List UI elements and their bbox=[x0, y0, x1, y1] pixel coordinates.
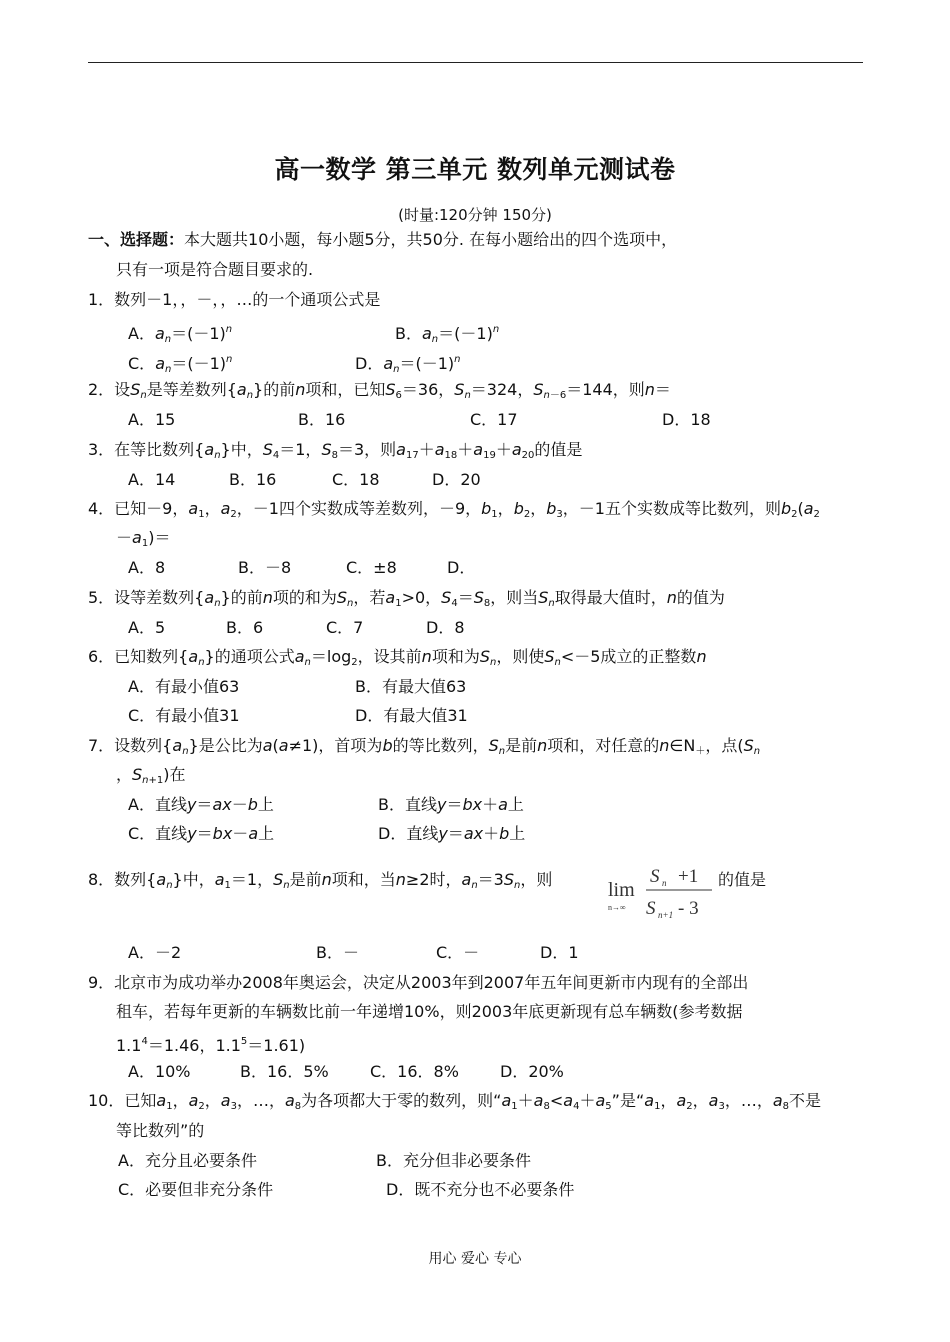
question-8-tail: 的值是 bbox=[718, 870, 767, 889]
q6-option-c: C．有最小值31 bbox=[128, 706, 240, 725]
fraction-denominator-sub: n+1 bbox=[658, 910, 674, 920]
q1-option-b: B．$a_n=(-1)^n$ bbox=[395, 324, 500, 345]
question-4-stem-cont: $-a_1)=$ bbox=[116, 528, 171, 549]
page-title: 高一数学 第三单元 数列单元测试卷 bbox=[274, 155, 676, 184]
question-8-stem: 8．数列$\{a_n\}$中，$a_1=1$，$S_n$是前n项和，当n≥2时，$a_n=3S_n$，则 bbox=[88, 870, 553, 891]
section-heading: 一、选择题：本大题共10小题，每小题5分，共50分. 在每小题给出的四个选项中， bbox=[88, 230, 678, 249]
q3-option-d: D．20 bbox=[432, 470, 481, 489]
fraction-numerator-s: S bbox=[650, 866, 660, 887]
q1-option-c: C．$a_n=(-1)^n$ bbox=[128, 354, 233, 375]
q4-option-b: B．－8 bbox=[238, 558, 292, 577]
q5-option-a: A．5 bbox=[128, 618, 166, 637]
q4-option-d: D． bbox=[447, 558, 476, 577]
q7-option-a: A．直线y＝ax－b上 bbox=[128, 795, 274, 814]
question-2-stem: 2．设$S_n$是等差数列$\{a_n\}$的前n项和，已知$S_6=36$，$S_n=324$，$S_{n-6}=144$，则n＝ bbox=[88, 380, 671, 401]
question-5-stem: 5．设等差数列$\{a_n\}$的前n项的和为$S_n$，若$a_1>0$，$S_4=S_8$，则当$S_n$取得最大值时，n的值为 bbox=[88, 588, 725, 609]
q6-option-d: D．有最大值31 bbox=[355, 706, 468, 725]
q2-option-a: A．15 bbox=[128, 410, 176, 429]
q9-option-a: A．10% bbox=[128, 1062, 191, 1081]
q10-option-d: D．既不充分也不必要条件 bbox=[386, 1180, 575, 1199]
q8-option-b: B．－ bbox=[316, 943, 359, 962]
q6-option-b: B．有最大值63 bbox=[355, 677, 467, 696]
q1-option-a: A．$a_n=(-1)^n$ bbox=[128, 324, 233, 345]
fraction-denominator-s: S bbox=[646, 898, 656, 919]
q5-option-d: D．8 bbox=[426, 618, 465, 637]
q6-option-a: A．有最小值63 bbox=[128, 677, 240, 696]
q9-option-b: B．16．5% bbox=[240, 1062, 329, 1081]
q4-option-c: C．±8 bbox=[346, 558, 397, 577]
question-7-stem-cont: ，$S_{n+1}$)在 bbox=[116, 765, 186, 786]
question-4-stem: 4．已知－9，$a_1$，$a_2$，－1四个实数成等差数列，－9，$b_1$，$b_2$，$b_3$，－1五个实数成等比数列，则$b_2(a_2$ bbox=[88, 499, 820, 520]
q5-option-b: B．6 bbox=[226, 618, 264, 637]
q7-option-b: B．直线y＝bx＋a上 bbox=[378, 795, 524, 814]
q2-option-d: D．18 bbox=[662, 410, 711, 429]
q8-option-d: D．1 bbox=[540, 943, 579, 962]
q7-option-d: D．直线y＝ax＋b上 bbox=[378, 824, 526, 843]
question-9-stem: 9．北京市为成功举办2008年奥运会，决定从2003年到2007年五年间更新市内现有的全部出 bbox=[88, 973, 749, 992]
q8-option-c: C．－ bbox=[436, 943, 480, 962]
q3-option-c: C．18 bbox=[332, 470, 380, 489]
q2-option-c: C．17 bbox=[470, 410, 518, 429]
question-1-stem: 1．数列－1，，－，，…的一个通项公式是 bbox=[88, 290, 381, 309]
question-10-stem-cont: 等比数列”的 bbox=[116, 1121, 205, 1140]
question-6-stem: 6．已知数列$\{a_n\}$的通项公式$a_n=\log_2$，设其前n项和为$S_n$，则使$S_n<-5$成立的正整数n bbox=[88, 647, 707, 668]
q2-option-b: B．16 bbox=[298, 410, 346, 429]
q8-option-a: A．－2 bbox=[128, 943, 182, 962]
fraction-numerator-sub: n bbox=[662, 878, 667, 888]
lim-subscript: n→∞ bbox=[608, 903, 626, 912]
q7-option-c: C．直线y＝bx－a上 bbox=[128, 824, 275, 843]
question-3-stem: 3．在等比数列$\{a_n\}$中，$S_4=1$，$S_8=3$，则$a_{17}+a_{18}+a_{19}+a_{20}$的值是 bbox=[88, 440, 583, 461]
fraction-numerator-plus: +1 bbox=[678, 866, 699, 887]
lim-symbol: lim bbox=[608, 879, 635, 901]
q1-option-d: D．$a_n=(-1)^n$ bbox=[355, 354, 461, 375]
q3-option-a: A．14 bbox=[128, 470, 176, 489]
page-footer: 用心 爱心 专心 bbox=[428, 1251, 522, 1267]
q10-option-c: C．必要但非充分条件 bbox=[118, 1180, 274, 1199]
q10-option-b: B．充分但非必要条件 bbox=[376, 1151, 531, 1170]
question-9-stem-3: $1.1^4=1.46$，$1.1^5=1.61$) bbox=[116, 1036, 306, 1055]
question-10-stem: 10．已知$a_1$，$a_2$，$a_3$，…，$a_8$为各项都大于零的数列，则“$a_1+a_8<a_4+a_5$”是“$a_1$，$a_2$，$a_3$，…，$a_8$不是 bbox=[88, 1091, 822, 1112]
fraction-denominator-minus: - 3 bbox=[678, 898, 699, 919]
q10-option-a: A．充分且必要条件 bbox=[118, 1151, 257, 1170]
page-subtitle: (时量:120分钟 150分) bbox=[398, 206, 552, 224]
q9-option-d: D．20% bbox=[500, 1062, 564, 1081]
limit-formula bbox=[606, 862, 714, 924]
question-7-stem: 7．设数列$\{a_n\}$是公比为a(a≠1)，首项为b的等比数列，$S_n$是前n项和，对任意的$n\in N_+$，点($S_n$ bbox=[88, 736, 761, 757]
section-heading-cont: 只有一项是符合题目要求的. bbox=[116, 260, 314, 279]
q4-option-a: A．8 bbox=[128, 558, 166, 577]
q9-option-c: C．16．8% bbox=[370, 1062, 459, 1081]
q3-option-b: B．16 bbox=[229, 470, 277, 489]
header-rule bbox=[88, 62, 863, 63]
q5-option-c: C．7 bbox=[326, 618, 364, 637]
question-9-stem-2: 租车，若每年更新的车辆数比前一年递增10%，则2003年底更新现有总车辆数(参考数据 bbox=[116, 1002, 743, 1021]
